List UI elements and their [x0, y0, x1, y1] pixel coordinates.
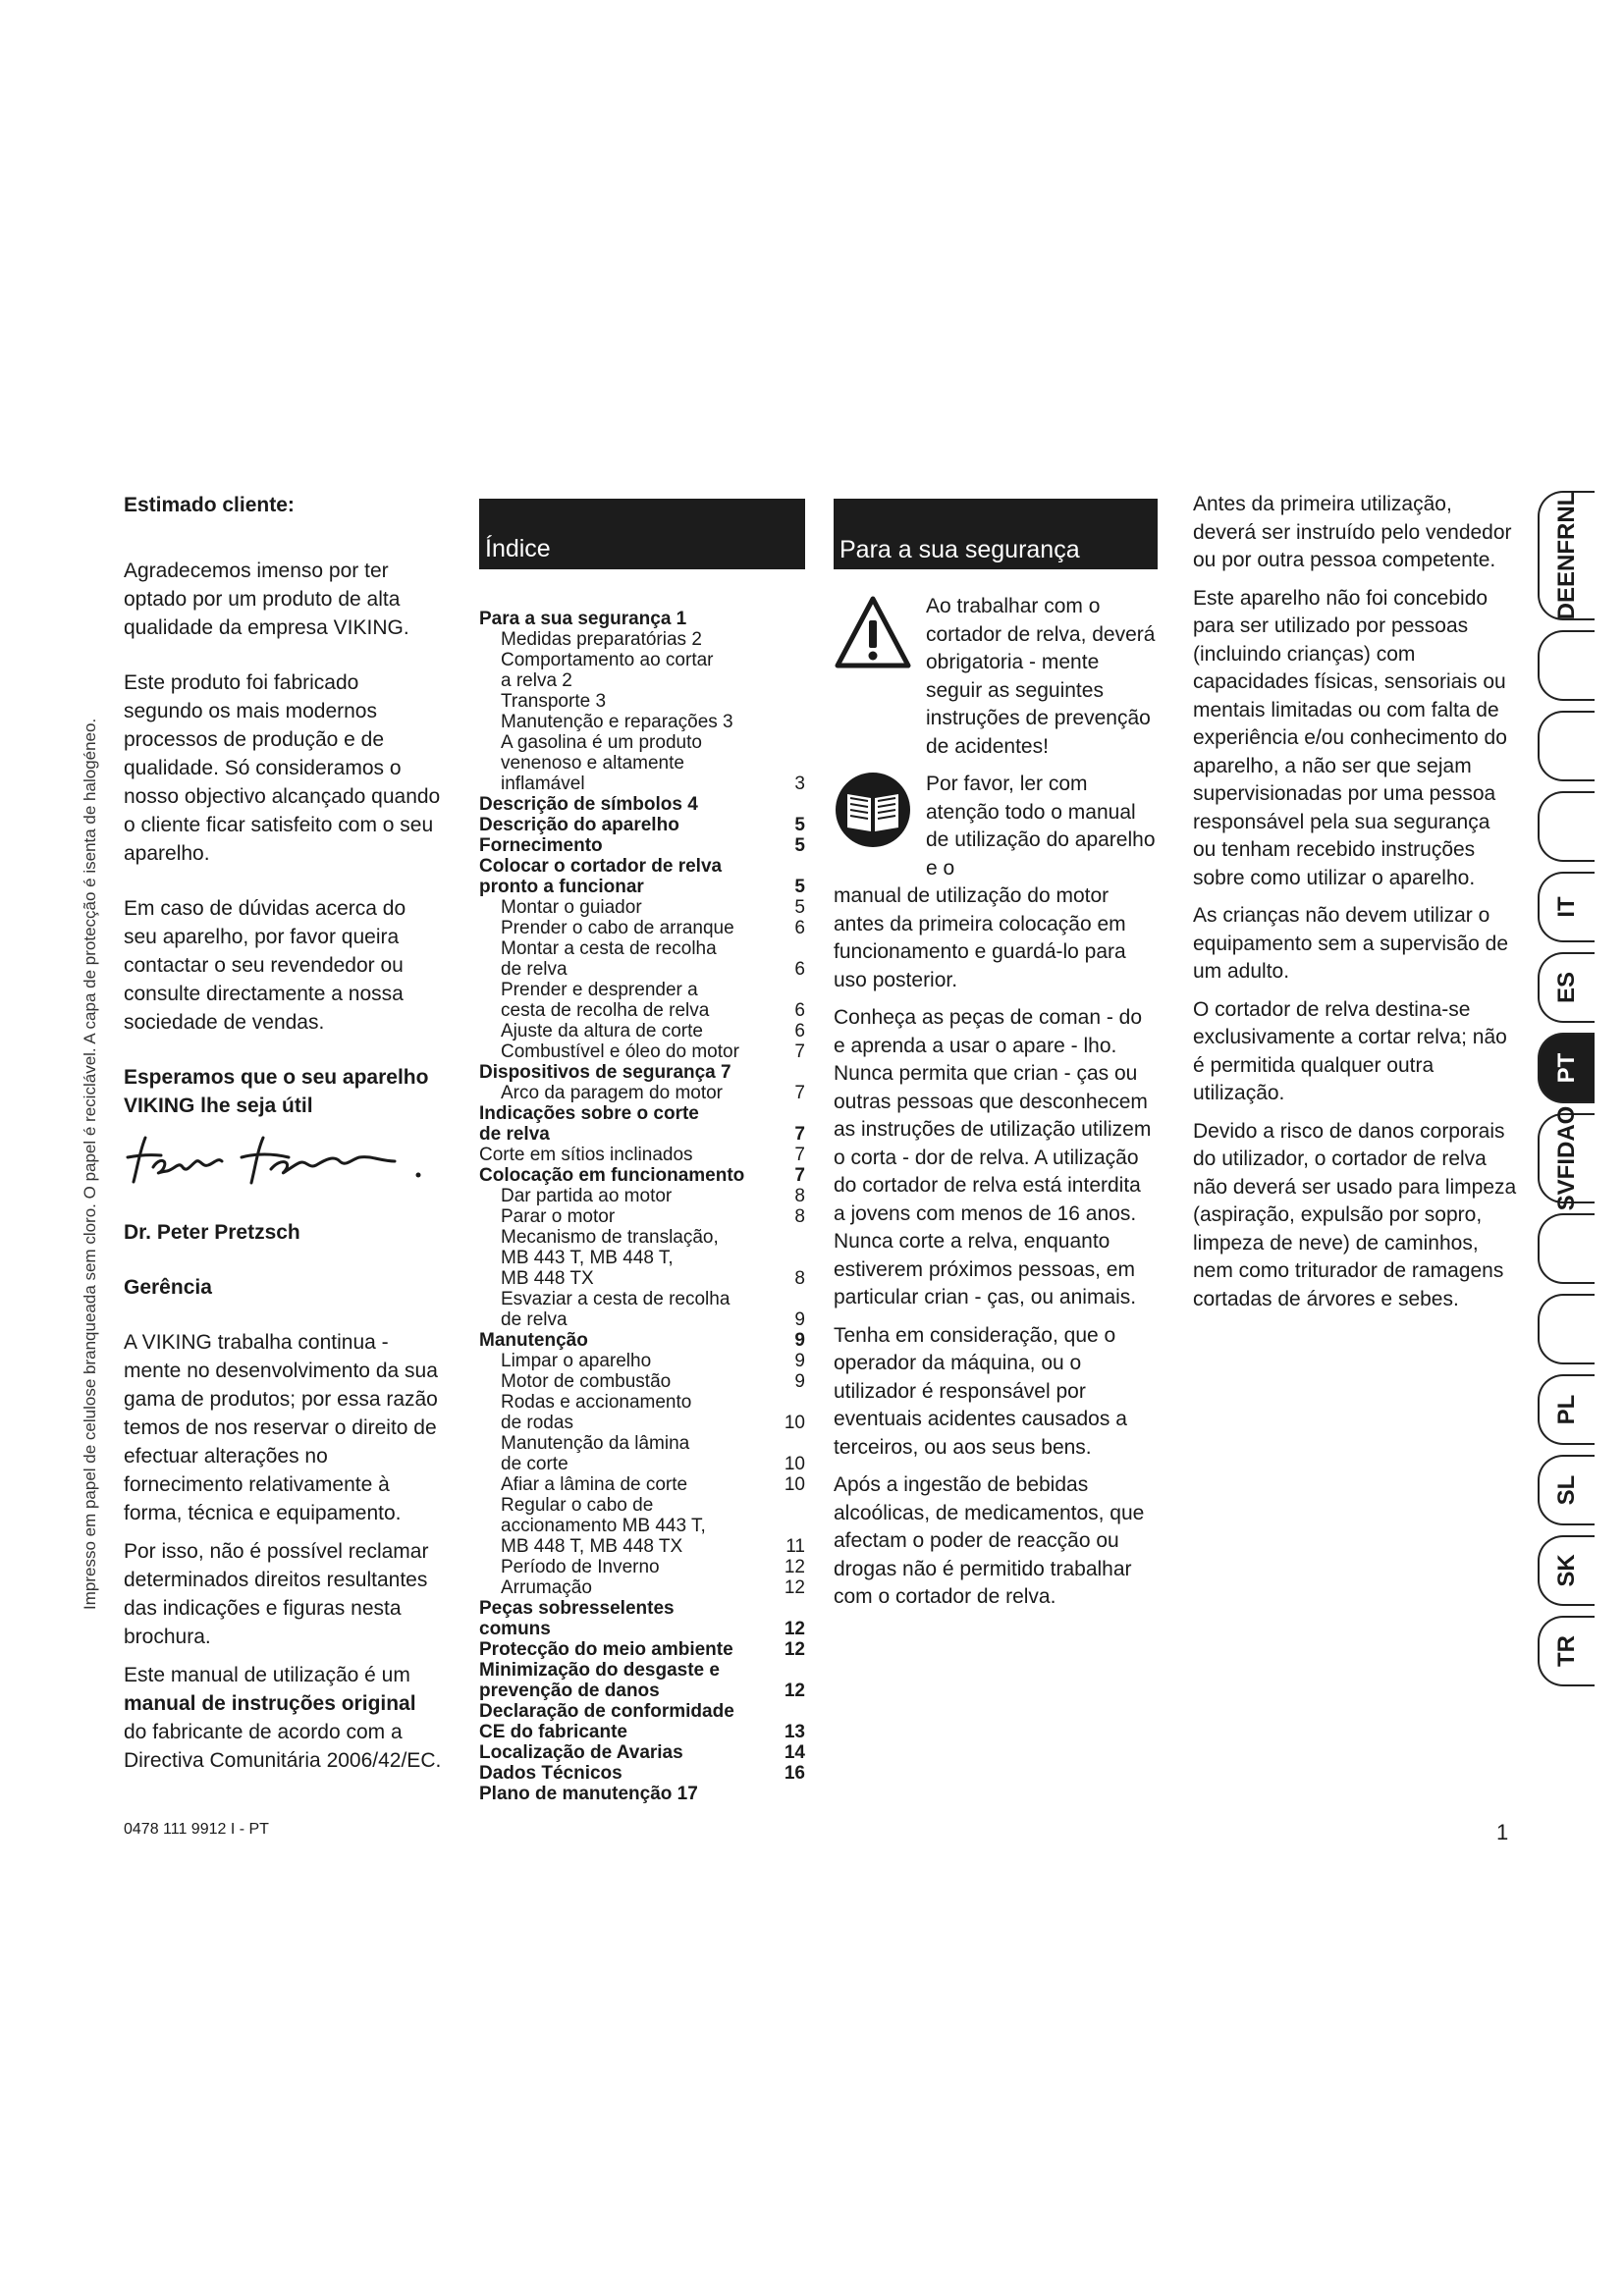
language-tab[interactable]: [1538, 630, 1595, 701]
toc-entry-page: 8: [794, 1268, 805, 1289]
wish-text: Esperamos que o seu aparelho VIKING lhe seja útil: [124, 1066, 429, 1117]
toc-entry-title: Motor de combustão: [501, 1371, 672, 1392]
toc-entry[interactable]: [479, 1083, 805, 1103]
toc-entry[interactable]: [479, 1557, 805, 1577]
toc-heading: [479, 499, 805, 569]
safety-column-continued: [1193, 491, 1517, 1323]
warning-block: [834, 593, 1158, 771]
document-code: 0478 111 9912 I - PT: [124, 1821, 269, 1838]
toc-entry-title: accionamento MB 443 T,: [501, 1516, 706, 1536]
toc-entry[interactable]: [479, 856, 805, 877]
toc-entry[interactable]: [479, 1763, 805, 1784]
toc-entry-title: Descrição do aparelho: [479, 815, 679, 835]
language-tab[interactable]: [1538, 1294, 1595, 1364]
toc-entry-title: Dispositivos de segurança 7: [479, 1062, 731, 1083]
toc-entry[interactable]: [479, 1536, 805, 1557]
toc-entry-title: A gasolina é um produto: [501, 732, 702, 753]
toc-entry[interactable]: [479, 1268, 805, 1289]
toc-list: [479, 609, 805, 1804]
toc-entry-title: Dar partida ao motor: [501, 1186, 673, 1206]
tab-label: PL: [1553, 1394, 1580, 1425]
toc-entry-title: Manutenção e reparações 3: [501, 712, 733, 732]
toc-entry[interactable]: [479, 1577, 805, 1598]
note-text: Este manual de utilização é um: [124, 1664, 410, 1686]
toc-entry-title: venenoso e altamente: [501, 753, 684, 774]
safety-paragraph: Após a ingestão de bebidas alcoólicas, de medicamentos, que afectam o poder de reacção ou drogas não é permitido trabalhar com o cortador de relva.: [834, 1473, 1145, 1608]
toc-entry[interactable]: [479, 691, 805, 712]
toc-entry-page: 5: [794, 835, 805, 856]
toc-entry-page: 11: [785, 1536, 805, 1557]
toc-entry-title: Montar a cesta de recolha: [501, 938, 717, 959]
toc-entry[interactable]: [479, 835, 805, 856]
toc-entry[interactable]: [479, 1681, 805, 1701]
language-tab[interactable]: [1538, 711, 1595, 781]
toc-entry-page: 7: [794, 1145, 805, 1165]
read-manual-text: Por favor, ler com atenção todo o manual de utilização do aparelho e o: [926, 773, 1156, 880]
language-tab-it[interactable]: [1538, 872, 1595, 942]
toc-entry-title: prevenção de danos: [479, 1681, 660, 1701]
toc-entry-page: 9: [794, 1309, 805, 1330]
toc-entry[interactable]: [479, 732, 805, 753]
toc-entry-page: 16: [784, 1763, 805, 1784]
toc-entry[interactable]: [479, 897, 805, 918]
intro-paragraph: Este produto foi fabricado segundo os mais modernos processos de produção e de qualidade. Só consideramos o nosso objectivo alcançado quando o cliente ficar satisfeito com o seu aparelho.: [124, 671, 441, 865]
toc-entry-title: Montar o guiador: [501, 897, 642, 918]
language-tab-pl[interactable]: [1538, 1374, 1595, 1445]
recycled-paper-note: Impresso em papel de celulose branqueada sem cloro. O papel é reciclável. A capa de protecção é isenta de halogéneo.: [81, 718, 99, 1610]
toc-entry[interactable]: [479, 1474, 805, 1495]
safety-column: [834, 499, 1158, 1622]
toc-entry-page: 3: [794, 774, 805, 794]
toc-entry-title: Prender e desprender a: [501, 980, 698, 1000]
toc-entry[interactable]: [479, 877, 805, 897]
read-manual-block: [834, 771, 1158, 882]
toc-entry-title: CE do fabricante: [479, 1722, 627, 1742]
toc-entry[interactable]: [479, 629, 805, 650]
intro-column: [124, 491, 443, 1801]
toc-entry[interactable]: [479, 670, 805, 691]
language-tab-tr[interactable]: [1538, 1616, 1595, 1686]
toc-entry-page: 6: [794, 1021, 805, 1041]
toc-entry-title: Dados Técnicos: [479, 1763, 623, 1784]
toc-entry-page: 6: [794, 1000, 805, 1021]
toc-entry-page: 9: [794, 1351, 805, 1371]
toc-entry-title: de corte: [501, 1454, 568, 1474]
toc-entry[interactable]: [479, 1165, 805, 1186]
language-tabs: [1538, 491, 1595, 1696]
table-of-contents: [479, 499, 805, 1804]
toc-entry[interactable]: [479, 938, 805, 959]
intro-paragraph: Por isso, não é possível reclamar determinados direitos resultantes das indicações e figuras nesta brochura.: [124, 1540, 429, 1648]
toc-entry-title: Colocar o cortador de relva: [479, 856, 723, 877]
toc-entry[interactable]: [479, 918, 805, 938]
toc-entry[interactable]: [479, 815, 805, 835]
toc-entry-title: Manutenção da lâmina: [501, 1433, 690, 1454]
toc-entry[interactable]: [479, 1413, 805, 1433]
toc-entry[interactable]: [479, 1392, 805, 1413]
safety-title: Para a sua segurança: [839, 535, 1080, 563]
toc-entry[interactable]: [479, 1371, 805, 1392]
toc-entry[interactable]: [479, 1206, 805, 1227]
toc-entry-title: de relva: [479, 1124, 550, 1145]
toc-entry-page: 8: [794, 1206, 805, 1227]
toc-entry-title: Esvaziar a cesta de recolha: [501, 1289, 731, 1309]
toc-entry-page: 12: [784, 1577, 805, 1598]
toc-entry-title: Indicações sobre o corte: [479, 1103, 699, 1124]
intro-paragraph: Em caso de dúvidas acerca do seu aparelho, por favor queira contactar o seu revendedor ou consulte directamente a nossa sociedade de vendas.: [124, 897, 406, 1034]
toc-entry-page: 10: [784, 1454, 805, 1474]
toc-entry-page: 10: [784, 1413, 805, 1433]
toc-entry[interactable]: [479, 1041, 805, 1062]
toc-entry[interactable]: [479, 1598, 805, 1619]
toc-entry[interactable]: [479, 1516, 805, 1536]
read-manual-icon: [834, 771, 912, 882]
toc-entry-title: pronto a funcionar: [479, 877, 644, 897]
language-tab-sl[interactable]: [1538, 1455, 1595, 1525]
language-tab[interactable]: [1538, 491, 1595, 620]
toc-entry[interactable]: [479, 1062, 805, 1083]
toc-entry[interactable]: [479, 1330, 805, 1351]
language-tab[interactable]: [1538, 791, 1595, 862]
tab-label: IT: [1553, 896, 1580, 918]
language-tab-pt[interactable]: [1538, 1033, 1595, 1103]
language-tab-es[interactable]: [1538, 952, 1595, 1023]
toc-entry-page: 6: [794, 918, 805, 938]
safety-paragraph: Este aparelho não foi concebido para ser utilizado por pessoas (incluindo crianças) com capacidades físicas, sensoriais ou mentais limitadas ou com falta de experiência e/ou conhecimento do aparelho, a não ser que sejam supervisionadas por uma pessoa responsável pela sua segurança ou tenham recebido instruções sobre como utilizar o aparelho.: [1193, 586, 1507, 889]
toc-entry-page: 14: [784, 1742, 805, 1763]
toc-entry-title: Período de Inverno: [501, 1557, 660, 1577]
tab-label: TR: [1553, 1635, 1580, 1667]
toc-entry-title: Corte em sítios inclinados: [479, 1145, 693, 1165]
toc-entry[interactable]: [479, 1145, 805, 1165]
toc-entry-page: 12: [784, 1557, 805, 1577]
toc-entry[interactable]: [479, 609, 805, 629]
language-tab-sk[interactable]: [1538, 1535, 1595, 1606]
toc-entry-page: 9: [794, 1371, 805, 1392]
toc-entry-title: Parar o motor: [501, 1206, 616, 1227]
toc-entry[interactable]: [479, 1103, 805, 1124]
toc-entry-title: Colocação em funcionamento: [479, 1165, 745, 1186]
toc-entry-title: Descrição de símbolos 4: [479, 794, 698, 815]
toc-entry[interactable]: [479, 1619, 805, 1639]
tab-label: SK: [1553, 1554, 1580, 1587]
intro-paragraph: A VIKING trabalha continua - mente no desenvolvimento da sua gama de produtos; por essa razão temos de nos reservar o direito de efectuar alterações no fornecimento relativamente à forma, técnica e equipamento.: [124, 1331, 438, 1524]
tab-label: DEENFRNL: [1553, 491, 1580, 620]
toc-entry[interactable]: [479, 1433, 805, 1454]
toc-entry-title: a relva 2: [501, 670, 572, 691]
toc-entry-title: Declaração de conformidade: [479, 1701, 734, 1722]
safety-paragraph: Devido a risco de danos corporais do utilizador, o cortador de relva não deverá ser usado para limpeza (aspiração, expulsão por sopro, limpeza de neve) de caminhos, nem como triturador de ramagens cortadas de árvores e sebes.: [1193, 1119, 1517, 1310]
toc-entry-title: Localização de Avarias: [479, 1742, 683, 1763]
warning-triangle-icon: [834, 593, 912, 771]
toc-entry-title: Peças sobresselentes: [479, 1598, 675, 1619]
safety-paragraph: Tenha em consideração, que o operador da máquina, ou o utilizador é responsável por eventuais acidentes causados a terceiros, ou aos seus bens.: [834, 1323, 1127, 1459]
toc-entry-title: comuns: [479, 1619, 551, 1639]
toc-entry-title: Protecção do meio ambiente: [479, 1639, 733, 1660]
toc-entry-title: de relva: [501, 1309, 568, 1330]
toc-entry-title: Fornecimento: [479, 835, 603, 856]
intro-paragraph: Agradecemos imenso por ter optado por um produto de alta qualidade da empresa VIKING.: [124, 560, 409, 639]
page-number: 1: [1496, 1820, 1509, 1844]
tab-label: SVFIDAO: [1553, 1105, 1580, 1211]
toc-entry-page: 12: [784, 1619, 805, 1639]
toc-entry-title: Rodas e accionamento: [501, 1392, 692, 1413]
toc-entry-title: MB 448 TX: [501, 1268, 594, 1289]
toc-entry-page: 10: [784, 1474, 805, 1495]
toc-entry[interactable]: [479, 650, 805, 670]
toc-entry-page: 5: [794, 877, 805, 897]
toc-entry[interactable]: [479, 1742, 805, 1763]
signatory-name: Dr. Peter Pretzsch: [124, 1221, 300, 1244]
toc-entry[interactable]: [479, 1124, 805, 1145]
toc-entry[interactable]: [479, 712, 805, 732]
toc-entry-title: Para a sua segurança 1: [479, 609, 687, 629]
toc-entry[interactable]: [479, 794, 805, 815]
toc-entry-title: de rodas: [501, 1413, 573, 1433]
toc-entry-page: 8: [794, 1186, 805, 1206]
toc-entry[interactable]: [479, 1309, 805, 1330]
toc-entry-title: Plano de manutenção 17: [479, 1784, 698, 1804]
toc-entry-title: cesta de recolha de relva: [501, 1000, 710, 1021]
toc-entry[interactable]: [479, 774, 805, 794]
tab-label: SL: [1553, 1474, 1580, 1506]
safety-paragraph: manual de utilização do motor antes da primeira colocação em funcionamento e guardá-lo para uso posterior.: [834, 884, 1126, 991]
safety-paragraph: Conheça as peças de coman - do e aprenda a usar o apare - lho. Nunca permita que crian - ças ou outras pessoas que desconhecem as instruções de utilização utilizem o corta - dor de relva. A utilização do cortador de relva está interdita a jovens com menos de 16 anos. Nunca corte a relva, enquanto estiverem próximos pessoas, em particular crian - ças, ou animais.: [834, 1006, 1152, 1308]
toc-entry-title: Prender o cabo de arranque: [501, 918, 734, 938]
toc-entry-title: Transporte 3: [501, 691, 607, 712]
toc-entry-page: 5: [794, 815, 805, 835]
toc-entry-title: MB 443 T, MB 448 T,: [501, 1248, 674, 1268]
toc-entry-page: 7: [794, 1124, 805, 1145]
toc-entry-page: 9: [794, 1330, 805, 1351]
toc-entry[interactable]: [479, 1701, 805, 1722]
toc-entry[interactable]: [479, 1248, 805, 1268]
toc-entry-title: inflamável: [501, 774, 585, 794]
toc-entry-page: 7: [794, 1083, 805, 1103]
safety-paragraph: As crianças não devem utilizar o equipamento sem a supervisão de um adulto.: [1193, 904, 1509, 983]
signatory-role: Gerência: [124, 1276, 212, 1299]
toc-title: Índice: [485, 535, 551, 562]
toc-entry-title: Arrumação: [501, 1577, 592, 1598]
toc-entry[interactable]: [479, 1454, 805, 1474]
greeting: Estimado cliente:: [124, 494, 295, 516]
toc-entry[interactable]: [479, 753, 805, 774]
toc-entry-page: 12: [784, 1681, 805, 1701]
toc-entry-title: Ajuste da altura de corte: [501, 1021, 703, 1041]
original-manual-note: [124, 1661, 443, 1775]
toc-entry-page: 7: [794, 1165, 805, 1186]
toc-entry-page: 6: [794, 959, 805, 980]
toc-entry[interactable]: [479, 1227, 805, 1248]
toc-entry-title: MB 448 T, MB 448 TX: [501, 1536, 683, 1557]
toc-entry[interactable]: [479, 980, 805, 1000]
toc-entry[interactable]: [479, 1639, 805, 1660]
toc-entry[interactable]: [479, 1000, 805, 1021]
toc-entry[interactable]: [479, 1021, 805, 1041]
toc-entry[interactable]: [479, 1289, 805, 1309]
toc-entry[interactable]: [479, 1784, 805, 1804]
toc-entry[interactable]: [479, 1351, 805, 1371]
toc-entry-title: Regular o cabo de: [501, 1495, 654, 1516]
warning-text: Ao trabalhar com o cortador de relva, deverá obrigatoria - mente seguir as seguintes instruções de prevenção de acidentes!: [926, 595, 1156, 758]
safety-paragraph: Antes da primeira utilização, deverá ser instruído pelo vendedor ou por outra pessoa competente.: [1193, 493, 1512, 571]
signature-image: [124, 1128, 428, 1195]
toc-entry[interactable]: [479, 959, 805, 980]
toc-entry-page: 5: [794, 897, 805, 918]
safety-paragraph: O cortador de relva destina-se exclusivamente a cortar relva; não é permitida qualquer outra utilização.: [1193, 997, 1507, 1104]
toc-entry-title: Medidas preparatórias 2: [501, 629, 702, 650]
toc-entry-title: Afiar a lâmina de corte: [501, 1474, 688, 1495]
note-text: do fabricante de acordo com a Directiva Comunitária 2006/42/EC.: [124, 1721, 442, 1772]
toc-entry-title: Minimização do desgaste e: [479, 1660, 720, 1681]
safety-heading: [834, 499, 1158, 569]
toc-entry-title: Limpar o aparelho: [501, 1351, 652, 1371]
language-tab[interactable]: [1538, 1105, 1595, 1211]
toc-entry-title: Manutenção: [479, 1330, 588, 1351]
toc-entry-title: de relva: [501, 959, 568, 980]
toc-entry-page: 13: [784, 1722, 805, 1742]
toc-entry-title: Mecanismo de translação,: [501, 1227, 719, 1248]
tab-label: ES: [1553, 971, 1580, 1004]
toc-entry-title: Combustível e óleo do motor: [501, 1041, 739, 1062]
tab-label: PT: [1553, 1052, 1580, 1084]
note-emphasis: manual de instruções original: [124, 1692, 416, 1715]
toc-entry[interactable]: [479, 1722, 805, 1742]
toc-entry[interactable]: [479, 1495, 805, 1516]
toc-entry-title: Comportamento ao cortar: [501, 650, 714, 670]
toc-entry[interactable]: [479, 1186, 805, 1206]
toc-entry-title: Arco da paragem do motor: [501, 1083, 724, 1103]
toc-entry-page: 12: [784, 1639, 805, 1660]
toc-entry-page: 7: [794, 1041, 805, 1062]
toc-entry[interactable]: [479, 1660, 805, 1681]
language-tab[interactable]: [1538, 1213, 1595, 1284]
